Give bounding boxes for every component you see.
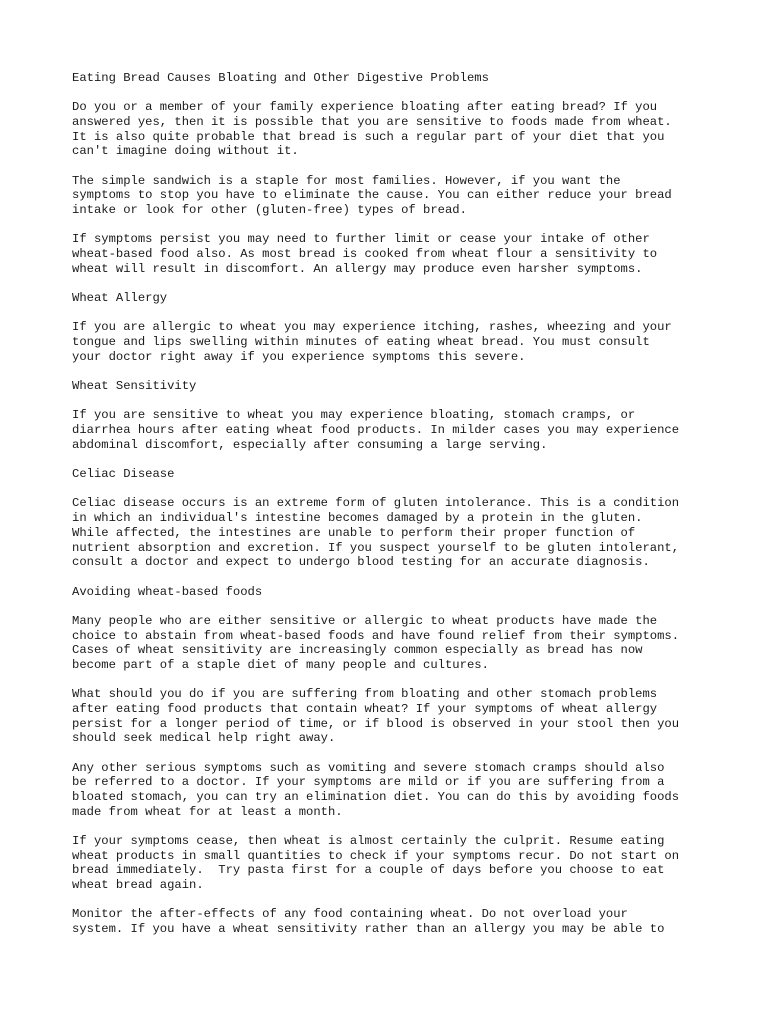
heading-wheat-sensitivity: Wheat Sensitivity — [72, 379, 197, 394]
paragraph-sandwich: The simple sandwich is a staple for most families. However, if you want the symptoms to stop you have to eliminate the cause. You can either reduce your bread intake or look for other (gluten-free) types of bread. — [72, 173, 672, 218]
heading-celiac-disease: Celiac Disease — [72, 467, 175, 482]
paragraph-symptoms-persist: If symptoms persist you may need to further limit or cease your intake of other wheat-based food also. As most bread is cooked from wheat flour a sensitivity to wheat will result in discomfort. An allergy may produce even harsher symptoms. — [72, 232, 658, 276]
paragraph-what-should-you-do: What should you do if you are suffering from bloating and other stomach problems after eating food products that contain wheat? If your symptoms of wheat allergy persist for a longer period of time, or if blood is observed in your stool then you should seek medical help right away. — [72, 687, 680, 746]
paragraph-symptoms-cease: If your symptoms cease, then wheat is almost certainly the culprit. Resume eating wheat products in small quantities to check if your symptoms recur. Do not start on bread immediately. Try pasta first for a couple of days before you choose to eat wheat bread again. — [72, 834, 680, 893]
heading-avoiding-wheat: Avoiding wheat-based foods — [72, 584, 263, 599]
paragraph-celiac-disease: Celiac disease occurs is an extreme form of gluten intolerance. This is a condition in which an individual's intestine becomes damaged by a protein in the gluten. While affected, the intestines are unable to perform their proper function of nutrient absorption and excretion. If you suspect yourself to be gluten intolerant, consult a doctor and expect to undergo blood testing for an accurate diagnosis. — [72, 496, 680, 570]
paragraph-monitor: Monitor the after-effects of any food containing wheat. Do not overload your system. If you have a wheat sensitivity rather than an allergy you may be able to — [72, 907, 665, 937]
paragraph-wheat-allergy: If you are allergic to wheat you may experience itching, rashes, wheezing and your tongue and lips swelling within minutes of eating wheat bread. You must consult your doctor right away if you experience symptoms this severe. — [72, 320, 672, 364]
document-title: Eating Bread Causes Bloating and Other Digestive Problems — [72, 71, 489, 85]
paragraph-intro: Do you or a member of your family experience bloating after eating bread? If you answered yes, then it is possible that you are sensitive to foods made from wheat. It is also quite probable that bread is such a regular part of your diet that you can't imagine doing without it. — [72, 100, 672, 159]
paragraph-wheat-sensitivity: If you are sensitive to wheat you may experience bloating, stomach cramps, or diarrhea hours after eating wheat food products. In milder cases you may experience abdominal discomfort, especially after consuming a large serving. — [72, 408, 680, 452]
document-page — [72, 71, 712, 951]
heading-wheat-allergy: Wheat Allergy — [72, 291, 168, 306]
paragraph-avoiding-wheat: Many people who are either sensitive or allergic to wheat products have made the choice to abstain from wheat-based foods and have found relief from their symptoms. Cases of wheat sensitivity are increasingly common especially as bread has now become part of a staple diet of many people and cultures. — [72, 613, 680, 672]
paragraph-serious-symptoms: Any other serious symptoms such as vomiting and severe stomach cramps should also be referred to a doctor. If your symptoms are mild or if you are suffering from a bloated stomach, you can try an elimination diet. You can do this by avoiding foods made from wheat for at least a month. — [72, 760, 680, 819]
